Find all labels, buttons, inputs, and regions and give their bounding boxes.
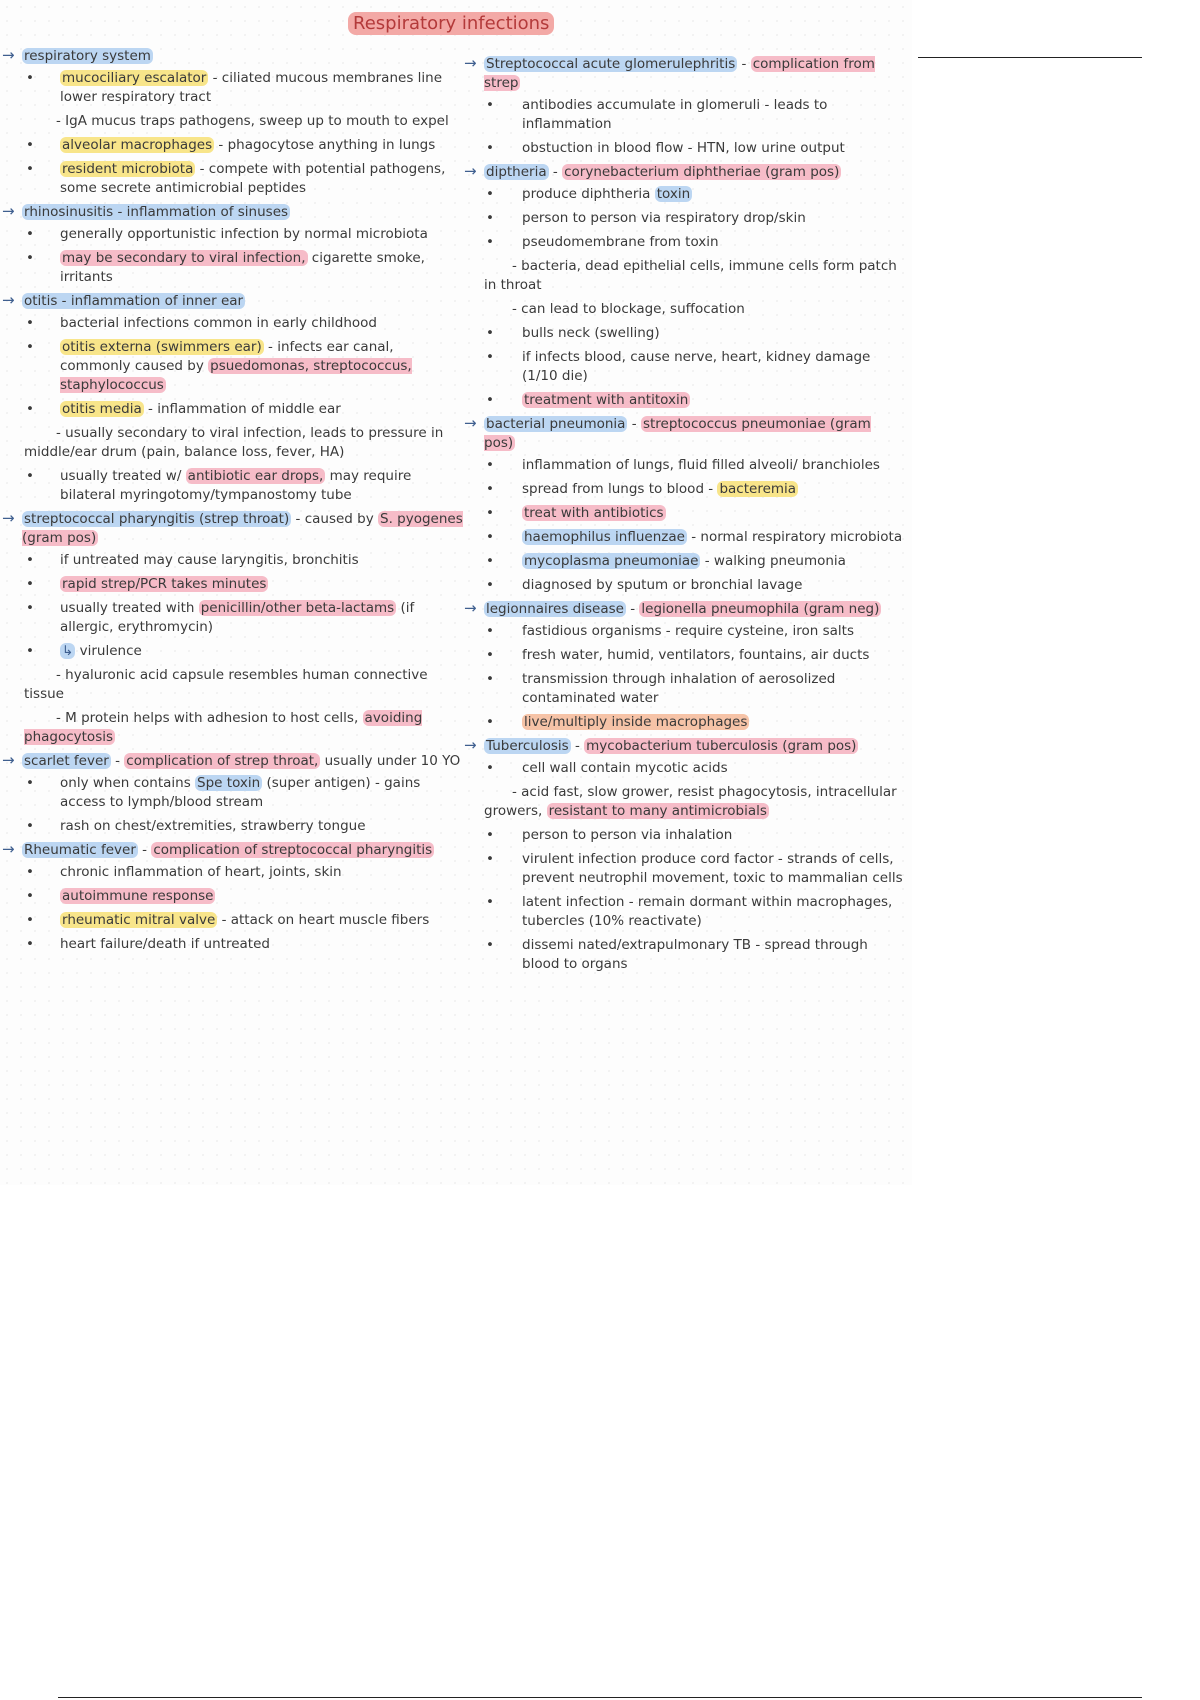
bullet: • treatment with antitoxin: [464, 391, 904, 410]
bullet: • rapid strep/PCR takes minutes: [2, 575, 466, 594]
bullet: • mucociliary escalator - ciliated mucous membranes line lower respiratory tract: [2, 69, 466, 107]
bottom-rule-divider: [58, 1697, 1142, 1698]
right-column: [464, 50, 904, 979]
bullet: • rash on chest/extremities, strawberry tongue: [2, 817, 466, 836]
bullet: • autoimmune response: [2, 887, 466, 906]
bullet: • resident microbiota - compete with potential pathogens, some secrete antimicrobial peptides: [2, 160, 466, 198]
sub-note: - can lead to blockage, suffocation: [512, 301, 745, 317]
sub-note: - hyaluronic acid capsule resembles human connective tissue: [24, 667, 428, 702]
sub-note: - acid fast, slow grower, resist phagocytosis, intracellular growers, resistant to many antimicrobials: [484, 784, 897, 819]
bullet: • fresh water, humid, ventilators, fountains, air ducts: [464, 646, 904, 665]
section-head-legionnaires: → legionnaires disease - legionella pneumophila (gram neg): [464, 600, 904, 619]
section-head-tuberculosis: → Tuberculosis - mycobacterium tuberculosis (gram pos): [464, 737, 904, 756]
bullet: • otitis media - inflammation of middle ear: [2, 400, 466, 419]
bullet: • if infects blood, cause nerve, heart, kidney damage (1/10 die): [464, 348, 904, 386]
bullet: • cell wall contain mycotic acids: [464, 759, 904, 778]
sub-note: - usually secondary to viral infection, leads to pressure in middle/ear drum (pain, balance loss, fever, HA): [24, 425, 444, 460]
bullet: • usually treated w/ antibiotic ear drops, may require bilateral myringotomy/tympanostomy tube: [2, 467, 466, 505]
bullet: • only when contains Spe toxin (super antigen) - gains access to lymph/blood stream: [2, 774, 466, 812]
bullet: • may be secondary to viral infection, cigarette smoke, irritants: [2, 249, 466, 287]
section-head-glomerulonephritis: → Streptococcal acute glomerulephritis - complication from strep: [464, 55, 904, 93]
bullet: • antibodies accumulate in glomeruli - leads to inflammation: [464, 96, 904, 134]
bullet: • treat with antibiotics: [464, 504, 904, 523]
section-head-diphtheria: → diptheria - corynebacterium diphtheriae (gram pos): [464, 163, 904, 182]
bullet: • generally opportunistic infection by normal microbiota: [2, 225, 466, 244]
section-head-scarlet-fever: → scarlet fever - complication of strep throat, usually under 10 YO: [2, 752, 466, 771]
section-head-strep-throat: → streptococcal pharyngitis (strep throat) - caused by S. pyogenes (gram pos): [2, 510, 466, 548]
bullet: • transmission through inhalation of aerosolized contaminated water: [464, 670, 904, 708]
bullet: • obstuction in blood flow - HTN, low urine output: [464, 139, 904, 158]
sub-note: - bacteria, dead epithelial cells, immune cells form patch in throat: [484, 258, 897, 293]
bullet: • person to person via respiratory drop/skin: [464, 209, 904, 228]
bullet: • usually treated with penicillin/other beta-lactams (if allergic, erythromycin): [2, 599, 466, 637]
section-head-respiratory: → respiratory system: [2, 47, 466, 66]
section-head-rheumatic-fever: → Rheumatic fever - complication of streptococcal pharyngitis: [2, 841, 466, 860]
bullet: • if untreated may cause laryngitis, bronchitis: [2, 551, 466, 570]
bullet: • diagnosed by sputum or bronchial lavage: [464, 576, 904, 595]
bullet: • ↳ virulence: [2, 642, 466, 661]
bullet: • latent infection - remain dormant within macrophages, tubercles (10% reactivate): [464, 893, 904, 931]
top-rule-divider: [918, 57, 1142, 58]
bullet: • fastidious organisms - require cysteine, iron salts: [464, 622, 904, 641]
bullet: • inflammation of lungs, fluid filled alveoli/ branchioles: [464, 456, 904, 475]
bullet: • spread from lungs to blood - bacteremia: [464, 480, 904, 499]
sub-note: - M protein helps with adhesion to host cells, avoiding phagocytosis: [24, 710, 423, 745]
section-head-otitis: → otitis - inflammation of inner ear: [2, 292, 466, 311]
bullet: • heart failure/death if untreated: [2, 935, 466, 954]
bullet: • dissemi nated/extrapulmonary TB - spread through blood to organs: [464, 936, 904, 974]
bullet: • bacterial infections common in early childhood: [2, 314, 466, 333]
section-head-bacterial-pneumonia: → bacterial pneumonia - streptococcus pneumoniae (gram pos): [464, 415, 904, 453]
bullet: • rheumatic mitral valve - attack on heart muscle fibers: [2, 911, 466, 930]
return-arrow-icon: ↳: [62, 643, 74, 659]
page-title: Respiratory infections: [348, 12, 554, 35]
bullet: • produce diphtheria toxin: [464, 185, 904, 204]
bullet: • haemophilus influenzae - normal respiratory microbiota: [464, 528, 904, 547]
bullet: • bulls neck (swelling): [464, 324, 904, 343]
sub-note: - IgA mucus traps pathogens, sweep up to mouth to expel: [56, 113, 449, 129]
bullet: • pseudomembrane from toxin: [464, 233, 904, 252]
bullet: • mycoplasma pneumoniae - walking pneumonia: [464, 552, 904, 571]
bullet: • chronic inflammation of heart, joints, skin: [2, 863, 466, 882]
left-column: [2, 42, 466, 959]
section-head-rhinosinusitis: → rhinosinusitis - inflammation of sinuses: [2, 203, 466, 222]
bullet: • live/multiply inside macrophages: [464, 713, 904, 732]
bullet: • alveolar macrophages - phagocytose anything in lungs: [2, 136, 466, 155]
bullet: • otitis externa (swimmers ear) - infects ear canal, commonly caused by psuedomonas, streptococcus, staphylococcus: [2, 338, 466, 395]
bullet: • virulent infection produce cord factor - strands of cells, prevent neutrophil movement, toxic to mammalian cells: [464, 850, 904, 888]
bullet: • person to person via inhalation: [464, 826, 904, 845]
